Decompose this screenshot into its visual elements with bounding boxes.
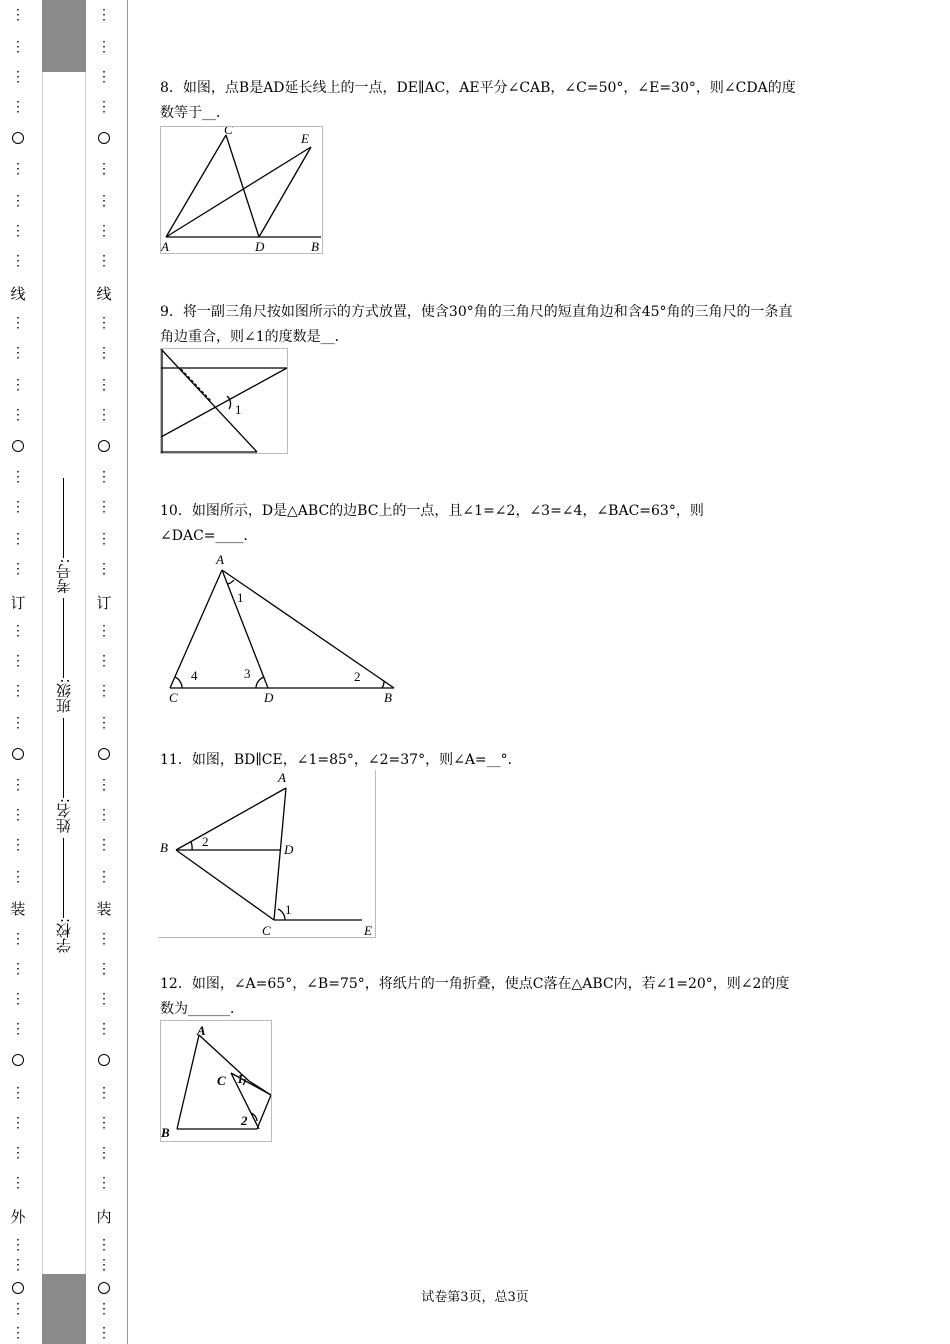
name-field-label: 姓名: (55, 798, 73, 834)
dotted-line: ⋮ (97, 345, 111, 361)
dotted-line: ⋮ (11, 1085, 25, 1101)
fig11-label-B: B (160, 840, 168, 855)
dotted-line: ⋮ (97, 1301, 111, 1317)
fig12-label-C: C (217, 1073, 226, 1088)
dotted-line: ⋮ (11, 807, 25, 823)
dotted-line: ⋮ (97, 69, 111, 85)
page-footer: 试卷第3页，总3页 (421, 1290, 529, 1305)
question-8-text: 8．如图，点B是AD延长线上的一点，DE∥AC，AE平分∠CAB，∠C=50°，∠E=30°，则∠CDA的度数等于__． (160, 80, 796, 121)
dotted-line: ⋮ (97, 1021, 111, 1037)
dotted-line: ⋮ (11, 1115, 25, 1131)
dotted-line: ⋮ (97, 961, 111, 977)
dotted-line: ⋮ (11, 7, 25, 23)
fig10-label-C: C (169, 690, 178, 705)
dotted-line: ⋮ (11, 161, 25, 177)
dotted-line: ⋮ (11, 99, 25, 115)
dotted-line: ⋮ (11, 1325, 25, 1341)
inner-label-ding: 订 (96, 594, 112, 612)
circle-mark (8, 1052, 28, 1070)
dotted-line: ⋮ (97, 39, 111, 55)
fig11-label-1: 1 (285, 902, 292, 917)
fig8-label-B: B (311, 239, 319, 253)
dotted-line: ⋮ (11, 407, 25, 423)
outer-label-ding: 订 (10, 594, 26, 612)
dotted-line: ⋮ (97, 223, 111, 239)
inner-binding-lane (94, 0, 114, 1344)
margin-rule (127, 0, 128, 1344)
dotted-line: ⋮ (11, 1021, 25, 1037)
dotted-line: ⋮ (11, 1175, 25, 1191)
dotted-line: ⋮ (97, 161, 111, 177)
outer-binding-lane (8, 0, 28, 1344)
circle-mark (8, 746, 28, 764)
circle-mark (94, 1052, 114, 1070)
dotted-line: ⋮ (11, 1257, 25, 1273)
circle-mark (94, 130, 114, 148)
dotted-line: ⋮ (97, 623, 111, 639)
dotted-line: ⋮ (11, 561, 25, 577)
dotted-line: ⋮ (97, 1085, 111, 1101)
fig10-label-3: 3 (244, 666, 251, 681)
dotted-line: ⋮ (97, 469, 111, 485)
fig12-label-A: A (197, 1023, 206, 1038)
fig12-label-1: 1 (237, 1071, 244, 1086)
circle-mark (8, 438, 28, 456)
figure-11-drawing (158, 770, 375, 937)
dotted-line: ⋮ (97, 7, 111, 23)
dotted-line: ⋮ (97, 777, 111, 793)
dotted-line: ⋮ (97, 837, 111, 853)
inner-label-zhuang: 装 (96, 900, 112, 918)
gray-band-bottom (42, 1274, 86, 1344)
dotted-line: ⋮ (11, 623, 25, 639)
question-11-text: 11．如图，BD∥CE，∠1=85°，∠2=37°，则∠A=__°． (160, 752, 522, 768)
dotted-line: ⋮ (11, 1301, 25, 1317)
dotted-line: ⋮ (97, 869, 111, 885)
dotted-line: ⋮ (97, 653, 111, 669)
dotted-line: ⋮ (11, 377, 25, 393)
dotted-line: ⋮ (97, 407, 111, 423)
fig11-label-A: A (278, 770, 286, 785)
dotted-line: ⋮ (97, 253, 111, 269)
fig9-label-1: 1 (235, 402, 242, 417)
class-field-label: 班级: (55, 678, 73, 714)
dotted-line: ⋮ (11, 931, 25, 947)
school-field-label: 学校: (55, 917, 73, 953)
fig8-label-E: E (301, 131, 309, 146)
inner-label-nei: 内 (96, 1208, 112, 1226)
dotted-line: ⋮ (97, 1237, 111, 1253)
dotted-line: ⋮ (97, 315, 111, 331)
dotted-line: ⋮ (97, 1325, 111, 1341)
question-10-text: 10．如图所示，D是△ABC的边BC上的一点，且∠1=∠2，∠3=∠4，∠BAC=63°，则∠DAC=____． (160, 503, 704, 544)
dotted-line: ⋮ (97, 991, 111, 1007)
dotted-line: ⋮ (11, 1145, 25, 1161)
circle-mark (94, 438, 114, 456)
dotted-line: ⋮ (97, 193, 111, 209)
dotted-line: ⋮ (11, 193, 25, 209)
dotted-line: ⋮ (11, 39, 25, 55)
question-11-figure (158, 770, 376, 938)
dotted-line: ⋮ (97, 531, 111, 547)
fig11-label-E: E (364, 923, 372, 937)
dotted-line: ⋮ (97, 683, 111, 699)
dotted-line: ⋮ (11, 961, 25, 977)
fig10-label-B: B (384, 690, 392, 705)
question-8-figure (160, 126, 323, 254)
figure-8-drawing (161, 127, 322, 253)
question-12-text: 12．如图，∠A=65°，∠B=75°，将纸片的一角折叠，使点C落在△ABC内，若∠1=20°，则∠2的度数为______． (160, 976, 790, 1017)
dotted-line: ⋮ (97, 715, 111, 731)
class-field-blank[interactable] (64, 598, 65, 678)
student-info-fields (53, 393, 74, 953)
dotted-line: ⋮ (11, 69, 25, 85)
dotted-line: ⋮ (11, 991, 25, 1007)
dotted-line: ⋮ (97, 561, 111, 577)
fig8-label-A: A (161, 239, 169, 253)
question-9-figure (160, 348, 288, 454)
dotted-line: ⋮ (11, 777, 25, 793)
figure-9-drawing (161, 349, 287, 453)
fig10-label-D: D (264, 690, 274, 705)
circle-mark (94, 746, 114, 764)
outer-label-wai: 外 (10, 1208, 26, 1226)
dotted-line: ⋮ (11, 531, 25, 547)
dotted-line: ⋮ (97, 99, 111, 115)
gray-band-top (42, 0, 86, 72)
dotted-line: ⋮ (11, 223, 25, 239)
dotted-line: ⋮ (97, 1175, 111, 1191)
exam-number-field-label: 考号: (55, 558, 73, 594)
dotted-line: ⋮ (97, 1145, 111, 1161)
dotted-line: ⋮ (11, 869, 25, 885)
question-10-figure (160, 550, 400, 708)
fig8-label-D: D (255, 239, 265, 253)
fig12-label-2: 2 (241, 1113, 248, 1128)
dotted-line: ⋮ (97, 807, 111, 823)
fig10-label-4: 4 (191, 668, 198, 683)
dotted-line: ⋮ (11, 653, 25, 669)
fig10-label-2: 2 (354, 669, 361, 684)
question-9-text: 9．将一副三角尺按如图所示的方式放置，使含30°角的三角尺的短直角边和含45°角的三角尺的一条直角边重合，则∠1的度数是__． (160, 304, 793, 345)
fig10-label-A: A (216, 552, 224, 567)
fig10-label-1: 1 (237, 590, 244, 605)
dotted-line: ⋮ (11, 315, 25, 331)
dotted-line: ⋮ (11, 345, 25, 361)
figure-12-drawing (161, 1021, 271, 1141)
figure-10-drawing (160, 550, 400, 708)
dotted-line: ⋮ (11, 469, 25, 485)
dotted-line: ⋮ (11, 715, 25, 731)
fig8-label-C: C (224, 127, 233, 137)
dotted-line: ⋮ (97, 1257, 111, 1273)
dotted-line: ⋮ (97, 1115, 111, 1131)
fig11-label-2: 2 (202, 834, 209, 849)
name-field-blank[interactable] (64, 718, 65, 798)
dotted-line: ⋮ (97, 499, 111, 515)
fig12-label-B: B (161, 1125, 170, 1140)
fig11-label-D: D (284, 842, 294, 857)
dotted-line: ⋮ (11, 683, 25, 699)
exam-number-field-blank[interactable] (64, 478, 65, 558)
outer-label-zhuang: 装 (10, 900, 26, 918)
dotted-line: ⋮ (11, 1237, 25, 1253)
dotted-line: ⋮ (11, 253, 25, 269)
dotted-line: ⋮ (11, 837, 25, 853)
school-field-blank[interactable] (64, 838, 65, 918)
circle-mark (8, 130, 28, 148)
inner-label-xian: 线 (96, 285, 112, 303)
dotted-line: ⋮ (97, 377, 111, 393)
fig11-label-C: C (262, 923, 271, 937)
question-12-figure (160, 1020, 272, 1142)
dotted-line: ⋮ (11, 499, 25, 515)
dotted-line: ⋮ (97, 931, 111, 947)
outer-label-xian: 线 (10, 285, 26, 303)
